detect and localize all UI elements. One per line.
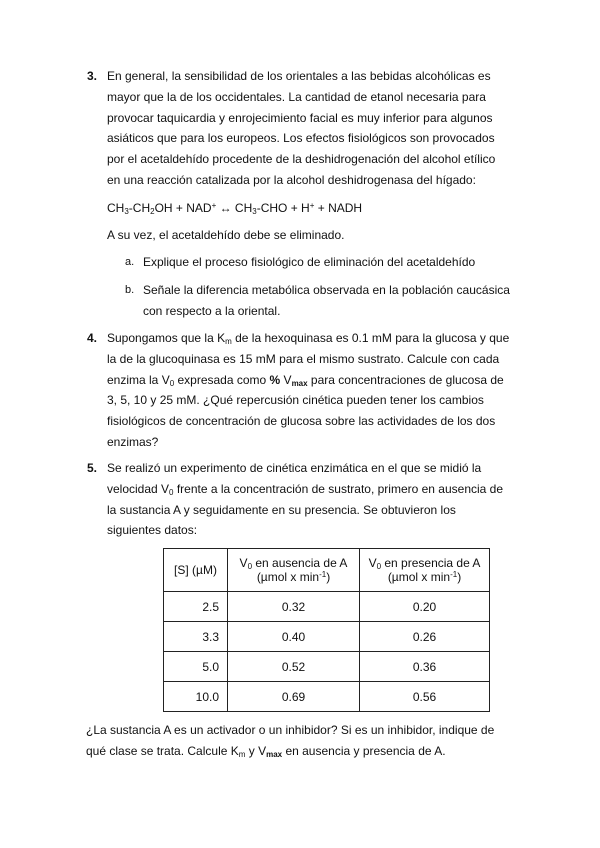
question-number: 5. <box>87 461 98 475</box>
text-line: provocar taquicardia y enrojecimiento facial es muy inferior para algunos <box>107 110 493 125</box>
paragraph: A su vez, el acetaldehído debe se eliminado. <box>107 228 345 242</box>
table-cell: 0.56 <box>360 682 490 712</box>
question-text <box>107 328 517 453</box>
text-line: ¿La sustancia A es un activador o un inhibidor? Si es un inhibidor, indique de <box>86 723 495 737</box>
text-line: la sustancia A y seguidamente en su presencia. Se obtuvieron los <box>107 502 456 517</box>
text-line: enzima la $V_0$ expresada como % $V_{max}$ para concentraciones de glucosa de <box>107 372 504 388</box>
text-line: 3, 5, 10 y 25 mM. ¿Qué repercusión cinética pueden tener los cambios <box>107 393 484 408</box>
data-table <box>163 548 490 712</box>
column-header: $V_0$ en ausencia de A (µmol x $\min^{-1}$) <box>228 549 360 592</box>
table-header-row <box>164 549 490 592</box>
table-cell: 0.32 <box>228 592 360 622</box>
text-line: En general, la sensibilidad de los orientales a las bebidas alcohólicas es <box>107 69 491 83</box>
text-line: Supongamos que la $K_m$ de la hexoquinasa es 0.1 mM para la glucosa y que <box>107 331 510 346</box>
question-number: 3. <box>87 69 98 83</box>
table-cell: 0.69 <box>228 682 360 712</box>
text-line: enzimas? <box>107 434 159 449</box>
text-line: la de la glucoquinasa es 15 mM para el mismo sustrato. Calcule con cada <box>107 351 500 366</box>
table-cell: 0.40 <box>228 622 360 652</box>
text-line: mayor que la de los occidentales. La cantidad de etanol necesaria para <box>107 89 486 104</box>
table-cell: 0.52 <box>228 652 360 682</box>
text-line: velocidad $V_0$ frente a la concentración de sustrato, primero en ausencia de <box>107 481 504 497</box>
table-cell: 3.3 <box>164 622 228 652</box>
table-row <box>164 652 490 682</box>
question-number: 4. <box>87 331 98 345</box>
sub-item-letter: b. <box>125 284 135 296</box>
sub-item-text: con respecto a la oriental. <box>143 304 281 318</box>
table-cell: 2.5 <box>164 592 228 622</box>
chemical-equation: $CH_3-CH_2OH + NAD^+$ ↔ $CH_3$-CHO + H+ + NADH <box>107 201 363 216</box>
table-cell: 0.36 <box>360 652 490 682</box>
sub-item-letter: a. <box>125 256 135 268</box>
table-row <box>164 592 490 622</box>
question-text <box>107 458 517 541</box>
final-question <box>86 720 536 762</box>
table-row <box>164 682 490 712</box>
column-header: $V_0$ en presencia de A (µmol x $\min^{-1}$) <box>360 549 490 592</box>
text-line: Se realizó un experimento de cinética enzimática en el que se midió la <box>107 461 482 475</box>
table-row <box>164 622 490 652</box>
text-line: qué clase se trata. Calcule $K_m$ y $V_{max}$ en ausencia y presencia de A. <box>86 743 446 759</box>
text-line: fisiológicos de concentración de glucosa sobre las actividades de los dos <box>107 414 496 429</box>
text-line: asiáticos que para los europeos. Los efectos fisiológicos son provocados <box>107 131 495 146</box>
text-line: en una reacción catalizada por la alcohol deshidrogenasa del hígado: <box>107 172 476 187</box>
table-cell: 5.0 <box>164 652 228 682</box>
question-text <box>107 66 517 191</box>
sub-item-text: Explique el proceso fisiológico de eliminación del acetaldehído <box>143 255 476 269</box>
table-cell: 0.26 <box>360 622 490 652</box>
text-line: siguientes datos: <box>107 523 198 538</box>
column-header: [S] (µM) <box>164 549 228 592</box>
text-line: por el acetaldehído procedente de la deshidrogenación del alcohol etílico <box>107 152 496 167</box>
table-cell: 10.0 <box>164 682 228 712</box>
sub-item-text: Señale la diferencia metabólica observada en la población caucásica <box>143 283 510 297</box>
table-cell: 0.20 <box>360 592 490 622</box>
